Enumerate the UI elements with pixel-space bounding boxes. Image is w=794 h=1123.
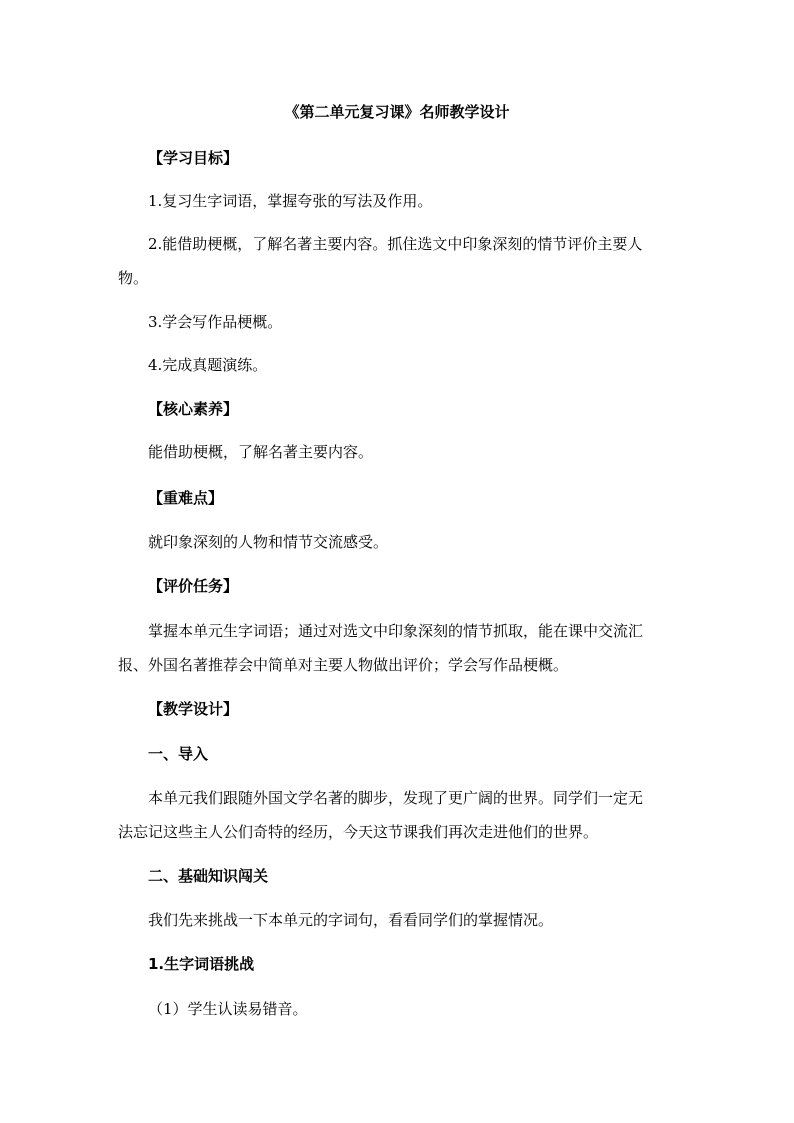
objective-2-line1: 2.能借助梗概，了解名著主要内容。抓住选文中印象深刻的情节评价主要人 [148, 235, 643, 253]
objective-2-line2: 物。 [118, 269, 149, 287]
design-heading: 【教学设计】 [148, 700, 239, 718]
sub1-heading: 1.生字词语挑战 [148, 955, 255, 973]
sub1-item1: （1）学生认读易错音。 [148, 1000, 308, 1018]
objectives-heading: 【学习目标】 [148, 149, 239, 167]
eval-line2: 报、外国名著推荐会中简单对主要人物做出评价；学会写作品梗概。 [118, 656, 569, 674]
intro-line2: 法忘记这些主人公们奇特的经历，今天这节课我们再次走进他们的世界。 [118, 823, 599, 841]
key-text: 就印象深刻的人物和情节交流感受。 [148, 533, 389, 551]
objective-3: 3.学会写作品梗概。 [148, 313, 283, 331]
objective-4: 4.完成真题演练。 [148, 356, 268, 374]
part2-text: 我们先来挑战一下本单元的字词句，看看同学们的掌握情况。 [148, 911, 554, 929]
document-title: 《第二单元复习课》名师教学设计 [284, 103, 510, 121]
core-heading: 【核心素养】 [148, 400, 239, 418]
objective-1: 1.复习生字词语，掌握夸张的写法及作用。 [148, 192, 433, 210]
key-heading: 【重难点】 [148, 489, 224, 507]
eval-heading: 【评价任务】 [148, 577, 239, 595]
core-text: 能借助梗概，了解名著主要内容。 [148, 443, 374, 461]
part1-heading: 一、导入 [148, 745, 209, 763]
intro-line1: 本单元我们跟随外国文学名著的脚步，发现了更广阔的世界。同学们一定无 [148, 789, 644, 807]
part2-heading: 二、基础知识闯关 [148, 867, 269, 885]
eval-line1: 掌握本单元生字词语；通过对选文中印象深刻的情节抓取，能在课中交流汇 [148, 622, 644, 640]
